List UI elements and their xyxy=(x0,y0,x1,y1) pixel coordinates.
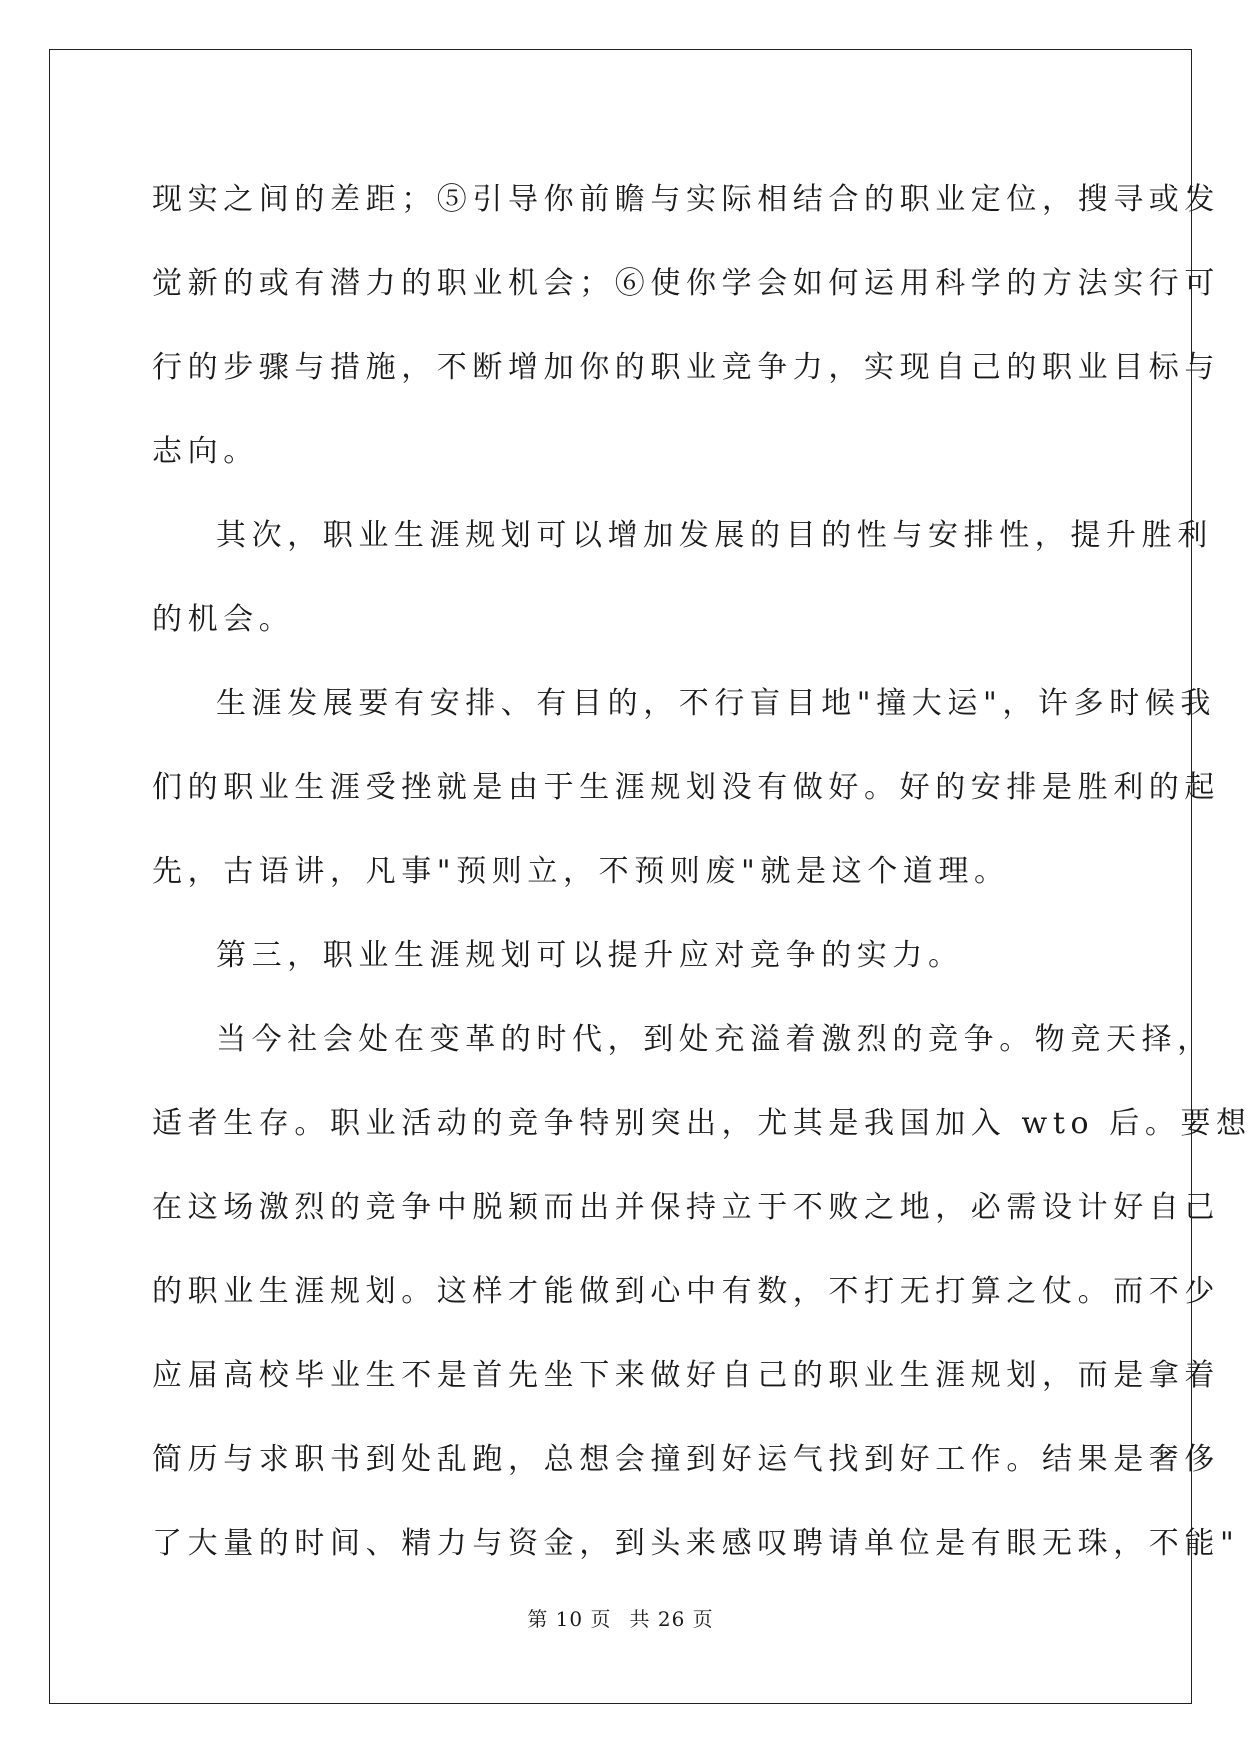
text-line: 的职业生涯规划。这样才能做到心中有数，不打无打算之仗。而不少 xyxy=(152,1274,1220,1309)
text-line: 在这场激烈的竞争中脱颖而出并保持立于不败之地，必需设计好自己 xyxy=(152,1190,1220,1225)
text-line: 觉新的或有潜力的职业机会；⑥使你学会如何运用科学的方法实行可 xyxy=(152,266,1220,301)
text-line: 适者生存。职业活动的竞争特别突出，尤其是我国加入 wto 后。要想 xyxy=(152,1106,1252,1141)
text-line: 了大量的时间、精力与资金，到头来感叹聘请单位是有眼无珠，不能" xyxy=(152,1526,1240,1561)
text-line: 志向。 xyxy=(152,434,259,469)
text-line: 应届高校毕业生不是首先坐下来做好自己的职业生涯规划，而是拿着 xyxy=(152,1358,1220,1393)
text-line: 简历与求职书到处乱跑，总想会撞到好运气找到好工作。结果是奢侈 xyxy=(152,1442,1220,1477)
page-footer xyxy=(0,1603,1241,1632)
page-number: 第 10 页 xyxy=(527,1607,612,1631)
text-line: 行的步骤与措施，不断增加你的职业竞争力，实现自己的职业目标与 xyxy=(152,350,1220,385)
paragraph-first-line: 生涯发展要有安排、有目的，不行盲目地"撞大运"，许多时候我 xyxy=(216,686,1216,721)
paragraph-first-line: 其次，职业生涯规划可以增加发展的目的性与安排性，提升胜利 xyxy=(216,518,1213,553)
page-total: 共 26 页 xyxy=(629,1607,714,1631)
paragraph-first-line: 当今社会处在变革的时代，到处充溢着激烈的竞争。物竞天择， xyxy=(216,1022,1213,1057)
document-body xyxy=(152,158,1252,1586)
text-line: 们的职业生涯受挫就是由于生涯规划没有做好。好的安排是胜利的起 xyxy=(152,770,1220,805)
text-line: 先，古语讲，凡事"预则立，不预则废"就是这个道理。 xyxy=(152,854,1010,889)
text-line: 的机会。 xyxy=(152,602,295,637)
text-line: 现实之间的差距；⑤引导你前瞻与实际相结合的职业定位，搜寻或发 xyxy=(152,182,1220,217)
paragraph-first-line: 第三，职业生涯规划可以提升应对竞争的实力。 xyxy=(216,938,964,973)
